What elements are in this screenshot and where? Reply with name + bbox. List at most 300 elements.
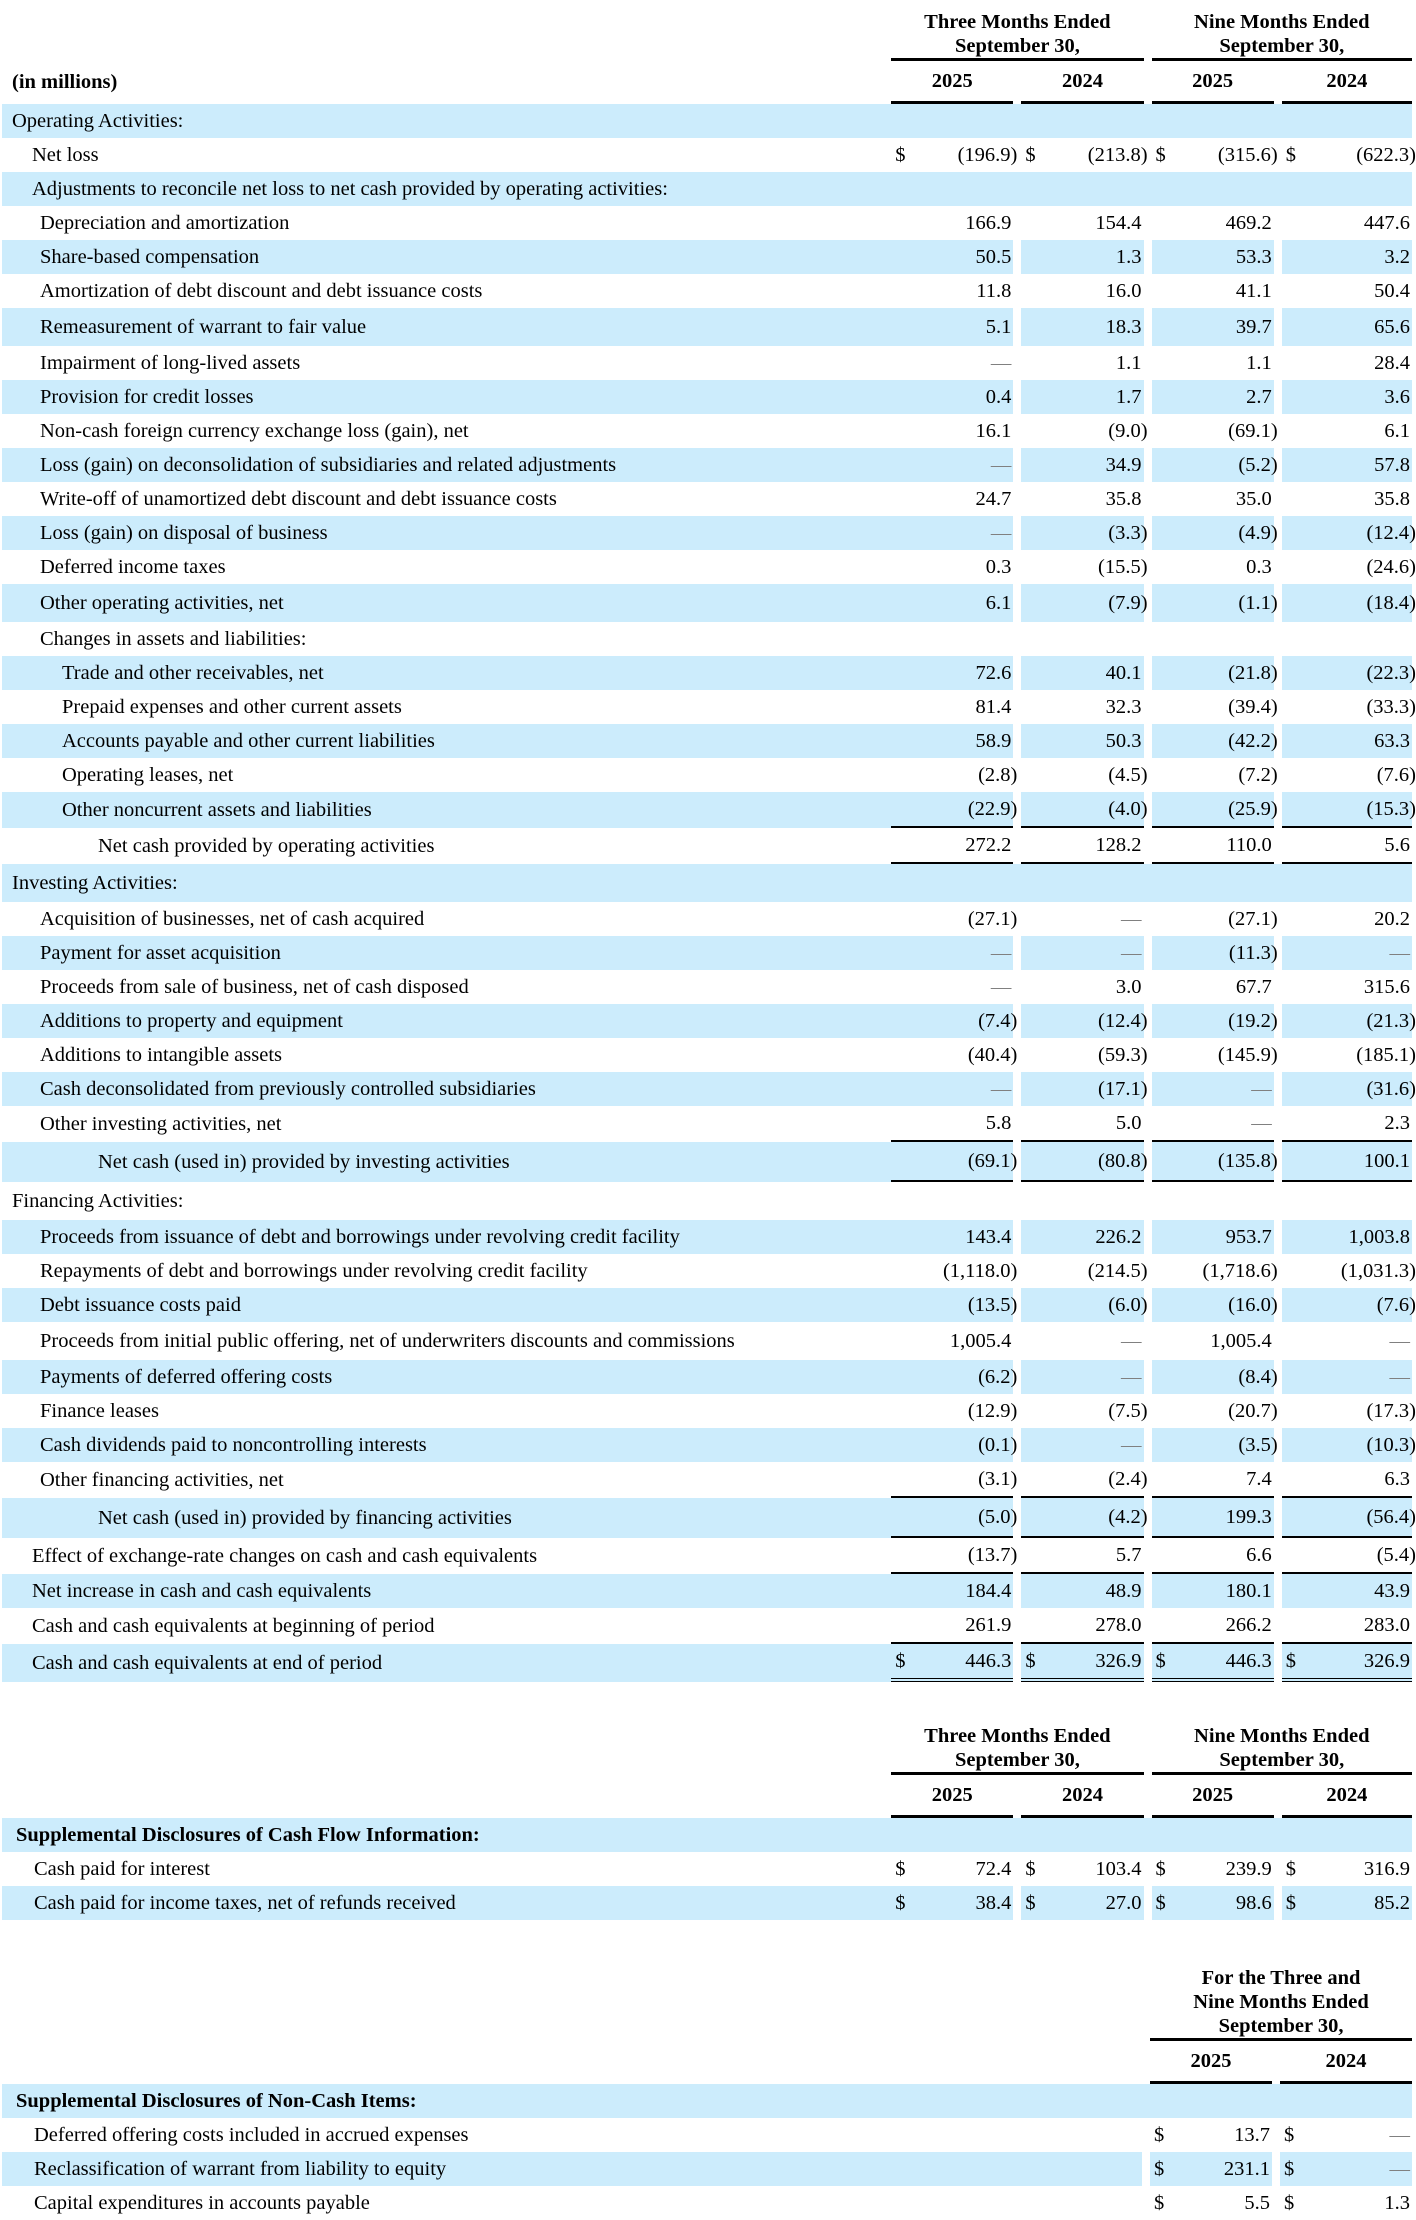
cell-value: (4.0): [1108, 797, 1148, 820]
value-cell: [1021, 1394, 1148, 1428]
row-label: Reclassification of warrant from liability to equity: [2, 2152, 1142, 2186]
value-cell: [1152, 622, 1274, 656]
year-header: 2024: [1282, 1775, 1412, 1818]
row-label: Acquisition of businesses, net of cash acquired: [40, 907, 425, 930]
table-row: [2, 622, 1412, 656]
value-cell: [1282, 1106, 1412, 1142]
value-cell: [1282, 970, 1412, 1004]
table-row: [2, 1360, 1412, 1394]
table-row: [2, 172, 1412, 206]
cell-value: (22.9): [967, 797, 1018, 820]
value-cell: [1282, 724, 1412, 758]
cell-value: —: [990, 351, 1012, 374]
value-cell: [1021, 1254, 1148, 1288]
cell-value: 272.2: [965, 833, 1012, 856]
table-row: [2, 2152, 1412, 2186]
value-cell: [1152, 758, 1278, 792]
row-label: Other investing activities, net: [40, 1112, 282, 1135]
cell-value: 1.1: [1115, 351, 1142, 374]
cell-value: 3.6: [1384, 385, 1410, 408]
cell-value: 35.8: [1374, 487, 1410, 510]
cell-value: (213.8): [1087, 143, 1148, 166]
supplemental-cash-title: Supplemental Disclosures of Cash Flow Information:: [2, 1818, 891, 1852]
cell-value: (33.3): [1366, 695, 1416, 718]
cell-value: —: [990, 975, 1012, 998]
value-cell: [1282, 516, 1416, 550]
cell-value: 1.3: [1384, 2191, 1411, 2214]
value-cell: [891, 1644, 1013, 1682]
cell-value: —: [1121, 1433, 1142, 1456]
row-label: Net cash provided by operating activities: [98, 834, 435, 857]
cell-value: —: [1389, 1365, 1410, 1388]
table-row: [2, 584, 1412, 622]
cell-value: (16.0): [1228, 1293, 1278, 1316]
row-label: Additions to intangible assets: [40, 1043, 282, 1066]
cell-value: 199.3: [1225, 1505, 1272, 1528]
cell-value: 5.1: [985, 315, 1012, 338]
cell-value: 316.9: [1363, 1857, 1410, 1880]
value-cell: [891, 936, 1013, 970]
value-cell: [1021, 1288, 1148, 1322]
table-row: [2, 792, 1412, 828]
value-cell: [1152, 1462, 1274, 1498]
value-cell: [1152, 828, 1274, 864]
value-cell: [1282, 1038, 1416, 1072]
cell-value: 110.0: [1226, 833, 1272, 856]
cell-value: 1.3: [1115, 245, 1142, 268]
value-cell: [1282, 584, 1416, 622]
currency-symbol: $: [1284, 2123, 1295, 2146]
value-cell: [1021, 240, 1143, 274]
cell-value: 5.7: [1115, 1543, 1142, 1566]
row-label: Additions to property and equipment: [2, 1004, 891, 1038]
table-row: [2, 380, 1412, 414]
value-cell: [1021, 690, 1143, 724]
cell-value: 446.3: [965, 1649, 1012, 1672]
row-label: Cash and cash equivalents at beginning of period: [32, 1614, 435, 1637]
supplemental-cash-table: [2, 1714, 1412, 1920]
cell-value: (19.2): [1228, 1009, 1278, 1032]
value-cell: [891, 1288, 1018, 1322]
value-cell: [891, 1394, 1018, 1428]
table-row: [2, 240, 1412, 274]
row-label: Debt issuance costs paid: [2, 1288, 891, 1322]
cell-value: 81.4: [975, 695, 1012, 718]
value-cell: [1152, 380, 1274, 414]
cell-value: (6.0): [1108, 1293, 1148, 1316]
table-row: [2, 1608, 1412, 1644]
row-label: Other operating activities, net: [2, 584, 891, 622]
row-label: Finance leases: [40, 1399, 159, 1422]
cell-value: 953.7: [1225, 1225, 1272, 1248]
value-cell: [1152, 1428, 1278, 1462]
cell-value: 166.9: [965, 211, 1012, 234]
row-label: Loss (gain) on deconsolidation of subsidiaries and related adjustments: [2, 448, 891, 482]
table-row: [2, 1886, 1412, 1920]
value-cell: [891, 1038, 1018, 1072]
currency-symbol: $: [1155, 143, 1166, 166]
value-cell: [1021, 274, 1143, 308]
table-row: [2, 1574, 1412, 1608]
cell-value: 5.8: [985, 1111, 1012, 1134]
cell-value: (25.9): [1228, 797, 1278, 820]
cell-value: (196.9): [957, 143, 1018, 166]
cell-value: (20.7): [1228, 1399, 1278, 1422]
value-cell: [1282, 1498, 1416, 1538]
value-cell: [1282, 828, 1412, 864]
value-cell: [1152, 1538, 1274, 1574]
value-cell: [1021, 1608, 1143, 1644]
cell-value: 85.2: [1374, 1891, 1410, 1914]
currency-symbol: $: [1285, 1857, 1296, 1880]
cell-value: (69.1): [1228, 419, 1278, 442]
cell-value: (17.3): [1366, 1399, 1416, 1422]
value-cell: [1021, 414, 1148, 448]
cell-value: 63.3: [1374, 729, 1410, 752]
cell-value: 184.4: [965, 1579, 1012, 1602]
cell-value: —: [1389, 941, 1410, 964]
section-header-financing: [2, 1182, 1412, 1220]
currency-symbol: $: [1025, 143, 1036, 166]
value-cell: [1021, 1428, 1143, 1462]
cell-value: —: [1389, 1329, 1410, 1352]
value-cell: [1021, 1106, 1143, 1142]
cell-value: —: [1121, 907, 1142, 930]
cell-value: 6.6: [1246, 1543, 1272, 1566]
row-label: Deferred offering costs included in accrued expenses: [34, 2123, 469, 2146]
row-label: Accounts payable and other current liabilities: [2, 724, 891, 758]
value-cell: [891, 1322, 1013, 1360]
value-cell: [1021, 1574, 1143, 1608]
value-cell: [891, 1608, 1013, 1644]
value-cell: [1282, 936, 1412, 970]
table-row: [2, 414, 1412, 448]
table-row: [2, 656, 1412, 690]
cell-value: (42.2): [1228, 729, 1278, 752]
cell-value: (12.9): [967, 1399, 1018, 1422]
table-row: [2, 970, 1412, 1004]
currency-symbol: $: [895, 1649, 906, 1672]
cell-value: —: [990, 521, 1012, 544]
cell-value: (7.9): [1108, 591, 1148, 614]
value-cell: [1152, 584, 1278, 622]
value-cell: [1152, 206, 1274, 240]
cell-value: —: [1389, 2157, 1411, 2180]
value-cell: [1282, 792, 1416, 828]
value-cell: [1282, 172, 1412, 206]
table-row: [2, 550, 1412, 584]
value-cell: [1282, 1254, 1416, 1288]
cell-value: (11.3): [1228, 941, 1278, 964]
year-header: 2024: [1282, 61, 1412, 104]
value-cell: [1021, 1498, 1148, 1538]
cell-value: (27.1): [1228, 907, 1278, 930]
value-cell: [891, 970, 1013, 1004]
cell-value: (145.9): [1217, 1043, 1278, 1066]
value-cell: [1282, 622, 1412, 656]
row-label: Deferred income taxes: [40, 555, 226, 578]
table-row: [2, 206, 1412, 240]
value-cell: [891, 758, 1018, 792]
value-cell: [1282, 1322, 1412, 1360]
value-cell: [1021, 482, 1143, 516]
currency-symbol: $: [1025, 1857, 1036, 1880]
cell-value: 1,005.4: [949, 1329, 1012, 1352]
section-title: Financing Activities:: [12, 1189, 184, 1212]
value-cell: [1021, 104, 1143, 138]
value-cell: [1152, 864, 1274, 902]
value-cell: [891, 622, 1013, 656]
row-label: Trade and other receivables, net: [2, 656, 891, 690]
value-cell: [1021, 902, 1143, 936]
cell-value: (185.1): [1356, 1043, 1416, 1066]
value-cell: [1152, 792, 1278, 828]
cell-value: (7.6): [1376, 763, 1416, 786]
value-cell: [1152, 656, 1278, 690]
value-cell: [1021, 206, 1143, 240]
value-cell: [1152, 1142, 1278, 1182]
cell-value: 261.9: [965, 1613, 1012, 1636]
value-cell: [1150, 2186, 1272, 2220]
cell-value: (1,118.0): [942, 1259, 1018, 1282]
table-row: [2, 2186, 1412, 2220]
value-cell: [891, 828, 1013, 864]
cell-value: (214.5): [1087, 1259, 1148, 1282]
currency-symbol: $: [1285, 1649, 1296, 1672]
cell-value: 65.6: [1374, 315, 1410, 338]
value-cell: [1152, 1574, 1274, 1608]
cell-value: 103.4: [1095, 1857, 1142, 1880]
value-cell: [891, 584, 1013, 622]
cell-value: 53.3: [1235, 245, 1272, 268]
row-label: Cash and cash equivalents at end of period: [2, 1644, 891, 1682]
cell-value: 48.9: [1105, 1579, 1142, 1602]
value-cell: [891, 1852, 1013, 1886]
value-cell: [1152, 1182, 1274, 1220]
row-label: Net increase in cash and cash equivalents: [2, 1574, 891, 1608]
cell-value: (1,718.6): [1202, 1259, 1278, 1282]
value-cell: [1152, 1106, 1274, 1142]
row-label: Other noncurrent assets and liabilities: [2, 792, 891, 828]
value-cell: [1021, 656, 1143, 690]
currency-symbol: $: [1155, 1649, 1166, 1672]
cell-value: (9.0): [1108, 419, 1148, 442]
value-cell: [1021, 380, 1143, 414]
supplemental-noncash-title: Supplemental Disclosures of Non-Cash Items:: [2, 2084, 1142, 2118]
table-row: [2, 1072, 1412, 1106]
row-label: Depreciation and amortization: [40, 211, 290, 234]
table-row: [2, 1004, 1412, 1038]
row-label: Cash paid for income taxes, net of refunds received: [2, 1886, 891, 1920]
cell-value: 34.9: [1105, 453, 1142, 476]
cell-value: 326.9: [1095, 1649, 1142, 1672]
table-row: [2, 902, 1412, 936]
cell-value: 20.2: [1374, 907, 1410, 930]
value-cell: [1152, 308, 1274, 346]
value-cell: [891, 104, 1013, 138]
cell-value: (12.4): [1366, 521, 1416, 544]
cell-value: 38.4: [975, 1891, 1012, 1914]
table-row: [2, 1038, 1412, 1072]
year-header: 2025: [1152, 1775, 1274, 1818]
value-cell: [1282, 550, 1416, 584]
section-title: Investing Activities:: [2, 864, 891, 902]
value-cell: [1282, 758, 1416, 792]
value-cell: [1021, 448, 1143, 482]
row-label: Cash dividends paid to noncontrolling interests: [2, 1428, 891, 1462]
row-label: Proceeds from initial public offering, net of underwriters discounts and commissions: [40, 1329, 735, 1352]
cell-value: 100.1: [1363, 1149, 1410, 1172]
value-cell: [1282, 1428, 1416, 1462]
cell-value: (17.1): [1098, 1077, 1148, 1100]
cell-value: 18.3: [1105, 315, 1142, 338]
year-header: 2024: [1021, 61, 1143, 104]
row-label: Loss (gain) on disposal of business: [2, 516, 891, 550]
cell-value: —: [990, 941, 1012, 964]
row-label: Proceeds from issuance of debt and borrowings under revolving credit facility: [2, 1220, 891, 1254]
cell-value: 13.7: [1234, 2123, 1270, 2146]
value-cell: [1282, 690, 1416, 724]
value-cell: [1021, 584, 1148, 622]
year-header: 2024: [1021, 1775, 1143, 1818]
row-label: Cash paid for interest: [34, 1857, 210, 1880]
value-cell: [1282, 380, 1412, 414]
value-cell: [891, 550, 1013, 584]
value-cell: [1152, 240, 1274, 274]
value-cell: [1021, 1038, 1148, 1072]
currency-symbol: $: [1025, 1649, 1036, 1672]
currency-symbol: $: [1284, 2191, 1295, 2214]
value-cell: [1021, 1462, 1148, 1498]
value-cell: [1021, 550, 1148, 584]
row-label: Other financing activities, net: [40, 1468, 284, 1491]
value-cell: [1021, 792, 1148, 828]
cell-value: 16.0: [1105, 279, 1142, 302]
cell-value: (31.6): [1366, 1077, 1416, 1100]
value-cell: [1280, 2152, 1412, 2186]
value-cell: [1021, 828, 1143, 864]
value-cell: [1282, 1394, 1416, 1428]
row-label: Share-based compensation: [2, 240, 891, 274]
value-cell: [1282, 1142, 1412, 1182]
value-cell: [1021, 1220, 1143, 1254]
value-cell: [1152, 936, 1278, 970]
currency-symbol: $: [1155, 1891, 1166, 1914]
cell-value: 58.9: [975, 729, 1012, 752]
cell-value: 72.6: [975, 661, 1012, 684]
value-cell: [891, 656, 1013, 690]
value-cell: [1021, 622, 1143, 656]
value-cell: [1021, 1852, 1143, 1886]
cell-value: 50.5: [975, 245, 1012, 268]
value-cell: [1021, 1360, 1143, 1394]
value-cell: [1282, 656, 1416, 690]
value-cell: [891, 138, 1018, 172]
value-cell: [1152, 482, 1274, 516]
cell-value: 469.2: [1225, 211, 1272, 234]
cell-value: 283.0: [1363, 1613, 1410, 1636]
row-label: Net cash (used in) provided by financing activities: [2, 1498, 891, 1538]
value-cell: [1280, 2118, 1412, 2152]
row-label: Provision for credit losses: [2, 380, 891, 414]
cell-value: 180.1: [1225, 1579, 1272, 1602]
value-cell: [891, 516, 1013, 550]
cell-value: 16.1: [975, 419, 1012, 442]
cell-value: (3.5): [1238, 1433, 1278, 1456]
cell-value: (7.4): [978, 1009, 1018, 1032]
cell-value: (13.5): [967, 1293, 1018, 1316]
cell-value: 41.1: [1235, 279, 1272, 302]
cell-value: (21.8): [1228, 661, 1278, 684]
value-cell: [891, 792, 1018, 828]
cell-value: (5.4): [1376, 1543, 1416, 1566]
cell-value: (315.6): [1217, 143, 1278, 166]
value-cell: [1152, 346, 1274, 380]
cell-value: (18.4): [1366, 591, 1416, 614]
cell-value: (2.8): [978, 763, 1018, 786]
row-label: Effect of exchange-rate changes on cash and cash equivalents: [32, 1544, 538, 1567]
value-cell: [891, 1182, 1013, 1220]
value-cell: [1021, 1886, 1143, 1920]
currency-symbol: $: [895, 1891, 906, 1914]
value-cell: [1282, 1538, 1416, 1574]
cell-value: (3.1): [978, 1467, 1018, 1490]
value-cell: [1021, 936, 1143, 970]
value-cell: [891, 274, 1013, 308]
year-header: 2025: [891, 1775, 1013, 1818]
table-row: [2, 1254, 1412, 1288]
value-cell: [1152, 1220, 1274, 1254]
value-cell: [1282, 1644, 1412, 1682]
cell-value: 3.2: [1384, 245, 1410, 268]
currency-symbol: $: [1025, 1891, 1036, 1914]
section-title: Operating Activities:: [2, 104, 891, 138]
value-cell: [891, 206, 1013, 240]
cell-value: 50.3: [1105, 729, 1142, 752]
value-cell: [1152, 1886, 1274, 1920]
value-cell: [1021, 1004, 1148, 1038]
cell-value: 5.6: [1384, 833, 1410, 856]
cell-value: 32.3: [1105, 695, 1142, 718]
table-row: [2, 1394, 1412, 1428]
value-cell: [1021, 308, 1143, 346]
cell-value: —: [1251, 1111, 1272, 1134]
cell-value: 278.0: [1095, 1613, 1142, 1636]
cell-value: —: [990, 453, 1012, 476]
value-cell: [891, 414, 1013, 448]
cell-value: 326.9: [1363, 1649, 1410, 1672]
table-row: [2, 1462, 1412, 1498]
value-cell: [1282, 1220, 1412, 1254]
value-cell: [1152, 902, 1278, 936]
table-row: [2, 1498, 1412, 1538]
cell-value: 5.5: [1244, 2191, 1270, 2214]
value-cell: [891, 482, 1013, 516]
value-cell: [1152, 274, 1274, 308]
value-cell: [1282, 1886, 1412, 1920]
value-cell: [1021, 1182, 1143, 1220]
cell-value: (4.2): [1108, 1505, 1148, 1528]
cell-value: 226.2: [1095, 1225, 1142, 1248]
row-label: Non-cash foreign currency exchange loss (gain), net: [40, 419, 469, 442]
header-nine-months: Nine Months Ended September 30,: [1152, 1714, 1412, 1775]
cell-value: —: [1121, 1329, 1142, 1352]
value-cell: [1021, 1538, 1143, 1574]
value-cell: [1152, 1360, 1278, 1394]
value-cell: [891, 1004, 1018, 1038]
cell-value: (2.4): [1108, 1467, 1148, 1490]
value-cell: [1282, 1360, 1412, 1394]
